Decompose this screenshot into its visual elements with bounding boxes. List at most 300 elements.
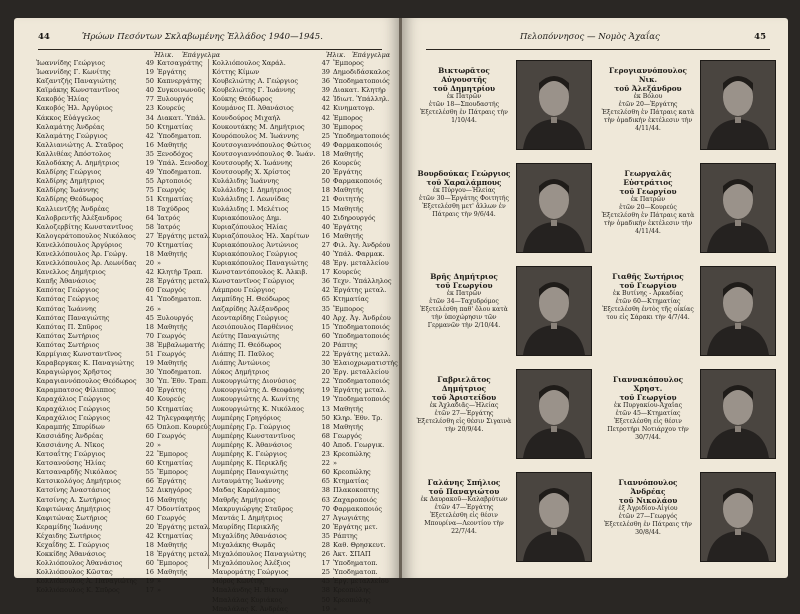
person-name: Καλαμάτης Γεώργιος	[36, 131, 108, 140]
person-name: Κουμάνος Π. Ἀθανάσιος	[212, 104, 294, 113]
list-item	[212, 550, 381, 559]
person-age: 39	[321, 68, 330, 77]
person-occupation: Διακατ. Κλητήρ	[333, 86, 386, 95]
person-age: 18	[321, 149, 330, 158]
list-item	[212, 295, 381, 304]
names-column-1	[36, 59, 212, 596]
person-age: 19	[145, 159, 154, 168]
person-age: 13	[321, 404, 330, 413]
person-age: 18	[145, 204, 154, 213]
person-age: 40	[321, 313, 330, 322]
list-item	[36, 168, 205, 177]
person-occupation: Μαθητής	[333, 149, 364, 158]
person-name: Λεύτης Παναγιώτης	[212, 331, 280, 340]
person-name: Κυριακόπουλος Παναγιώτης	[212, 259, 309, 268]
memorial-entry	[416, 264, 594, 360]
person-age: 20	[321, 340, 330, 349]
person-name: Καραχάλιος Γεώργιος	[36, 395, 111, 404]
list-item	[212, 414, 381, 423]
person-age: 20	[145, 440, 154, 449]
person-age: 15	[321, 204, 330, 213]
age-occupation: ἐτῶν 20—Ἐργάτης	[618, 101, 678, 108]
list-item	[212, 468, 381, 477]
entry-text	[600, 66, 696, 133]
person-name: Λιάπης Π. Θεόδωρος	[212, 340, 282, 349]
person-age: 18	[321, 422, 330, 431]
person-age: 22	[321, 350, 330, 358]
person-name: Λυμπέρης Κωνσταντῖνος	[212, 431, 296, 440]
person-name: Καπότας Γεώργιος	[36, 295, 100, 304]
person-occupation: Κτηματίας	[157, 240, 193, 249]
list-item	[212, 305, 381, 314]
person-name: Καραμπής Σπυρίδων	[36, 422, 105, 431]
person-age: 42	[145, 268, 154, 277]
list-item	[212, 195, 381, 204]
person-name: Λυμπέρης Κ. Γεώργιος	[212, 450, 287, 459]
person-name: Κυλάλιδης Ἰωάννης	[212, 177, 279, 186]
person-occupation: Ξυλουργός	[157, 313, 194, 322]
origin: ἐκ Πυργακίου-Ἀχαΐας	[613, 402, 683, 409]
person-name: Κατσίνης Α. Σωτήριος	[36, 495, 111, 504]
person-age: 77	[145, 95, 154, 104]
person-occupation: Κτηματίας	[157, 195, 193, 204]
person-occupation: Γεωργός	[157, 286, 186, 295]
person-age: 17	[321, 559, 330, 568]
person-occupation: Γεωργός	[333, 431, 362, 440]
person-age: 42	[145, 531, 154, 540]
list-item	[36, 359, 205, 368]
column-header-occupation-2: Ἐπάγγελμα	[352, 51, 391, 59]
person-age: 18	[145, 322, 154, 331]
person-name: Καλλιθέας Ἀπόστολος	[36, 149, 111, 158]
person-occupation: Τεχν. Ὑπάλληλος	[333, 277, 392, 286]
origin: ἐκ Πατρῶν	[446, 93, 482, 100]
list-item	[212, 568, 381, 577]
list-item	[212, 368, 389, 377]
age-occupation: ἐτῶν 30—Ἐργάτης Φοιτητής	[419, 195, 509, 202]
person-name: Κουτσογιαννόπουλος Φ. Ἰωάν.	[212, 149, 316, 158]
person-occupation: Ζαχαροποιός	[333, 495, 377, 504]
person-age: 26	[321, 159, 330, 168]
person-occupation: Ἐργάτης μεταλ.	[157, 277, 211, 286]
person-age: 26	[321, 550, 330, 559]
person-age: 25	[321, 568, 330, 577]
person-occupation: Ἐργάτης μεταλ.	[157, 522, 211, 531]
origin: ἐκ Βυτίνης - Ἀρκαδίας	[612, 290, 684, 297]
memorial-entry	[600, 264, 778, 360]
person-name: Κασσιάνης Α. Νῖκος	[36, 440, 105, 449]
person-name: Ἰωαννίδης Γεώργιος	[36, 59, 106, 67]
person-age: 40	[145, 86, 154, 95]
person-occupation: Μαθητής	[157, 495, 188, 504]
person-age: 58	[145, 222, 154, 231]
person-age: 65	[321, 295, 330, 304]
person-name: Μαθρῆς Δημήτριος	[212, 495, 276, 504]
person-name: Λυμπέρης Παναγιώτης	[212, 468, 289, 477]
person-occupation: Ὑποδηματοπ.	[157, 168, 202, 177]
person-age: 38	[321, 586, 330, 595]
list-item	[36, 414, 205, 423]
list-item	[36, 150, 205, 159]
person-occupation: Ἐμπορος	[333, 113, 363, 122]
person-age: 34	[145, 113, 154, 122]
person-name: Κοκκίδης Ἀθανάσιος	[36, 550, 106, 559]
person-name: Γιαννακόπουλος Χρηστ.	[612, 375, 684, 393]
list-item	[36, 95, 205, 104]
person-age: 30	[321, 359, 330, 368]
origin: ἐκ Βόλου	[633, 93, 663, 100]
person-age: 27	[145, 231, 154, 240]
person-occupation: Ὑποδηματοπ.	[157, 368, 202, 377]
person-occupation: Κουρεύς	[333, 159, 361, 168]
person-age: 50	[145, 77, 154, 86]
person-age: 60	[145, 431, 154, 440]
list-item	[212, 559, 381, 568]
list-item	[212, 141, 381, 150]
person-occupation: Σιδηρουργός	[333, 213, 376, 222]
person-age: 28	[145, 277, 154, 286]
person-occupation: Ράπτης	[333, 531, 358, 540]
memorial-entry	[416, 470, 594, 566]
list-item	[212, 322, 390, 332]
origin: ἐξ Ἀγριδίου-Αἰγίου	[618, 505, 678, 512]
list-item	[36, 350, 205, 359]
person-occupation: Κινηματογρ.	[333, 104, 375, 113]
person-name: Καζαντζής Παναγιώτης	[36, 77, 117, 86]
person-age: 16	[145, 495, 154, 504]
person-occupation: Ἐργάτης μεταλ.	[157, 231, 211, 240]
person-name: Γερογιαννόπουλος Νικ.	[609, 66, 687, 84]
person-occupation: Κρεοπώλης	[333, 468, 371, 477]
list-item	[212, 377, 390, 386]
person-name: Γιαννόπουλος Ἀνδρέας	[618, 478, 678, 496]
person-age: 45	[321, 577, 330, 586]
list-item	[212, 450, 381, 459]
person-occupation: Ὑποδηματοπ.	[157, 295, 202, 304]
person-age: 39	[321, 86, 330, 95]
person-occupation: Ἀρχ. Ἀγ. Ἀνδρέου	[333, 313, 391, 322]
portrait-photo	[700, 369, 776, 459]
person-age: 36	[321, 77, 330, 86]
list-item	[212, 131, 390, 141]
person-name: Κατσανούσης Ἠλίας	[36, 459, 106, 468]
person-occupation: Ἔμπορος	[157, 468, 188, 477]
memorial-entry	[416, 161, 594, 257]
list-item	[36, 377, 209, 386]
person-occupation: Μαθητής	[333, 186, 364, 195]
person-occupation: Μαθητής	[157, 359, 188, 368]
person-name: Κυριακόπουλος Γεώργιος	[212, 249, 298, 258]
list-item	[212, 505, 381, 514]
person-name: Καραμπατσος Φίλιππος	[36, 386, 116, 395]
person-age: 30	[145, 368, 154, 377]
person-occupation: Κρεοπώλης	[333, 595, 371, 604]
person-age: 22	[145, 450, 154, 459]
person-age: 52	[145, 486, 154, 495]
person-age: 49	[321, 140, 330, 149]
person-name: Κανελλος Δημήτριος	[36, 268, 106, 277]
person-occupation: Ὑπάλ. Φαρμακ.	[333, 249, 385, 258]
person-occupation: Φαρμακοποιός	[333, 140, 383, 149]
person-name: Κανελλόπουλος Ἀργύριος	[36, 240, 123, 249]
list-item	[212, 159, 381, 168]
father-name: τοῦ Χαραλάμπους	[426, 178, 502, 187]
list-item	[36, 68, 205, 77]
person-occupation: Ἐργ. μεταλλείου	[333, 577, 389, 586]
person-occupation: »	[157, 304, 162, 313]
list-item	[36, 123, 205, 132]
person-name: Ἰωαννίδης Γ. Κωνίτης	[36, 68, 111, 77]
person-name: Καραγιαννόπουλος Θεόδωρος	[36, 377, 137, 386]
portrait-photo	[516, 60, 592, 150]
person-name: Κωνσταντῖνος Γεώργιος	[212, 277, 295, 286]
father-name: τοῦ Δημητρίου	[432, 84, 496, 93]
person-age: 50	[321, 177, 330, 186]
entry-text	[600, 169, 696, 236]
person-occupation: Ταχύδρος	[157, 204, 190, 213]
list-item	[36, 541, 205, 550]
portrait-photo	[700, 266, 776, 356]
person-occupation: Ὑπάλ. Ξενοδοχ.	[157, 159, 210, 168]
person-occupation: Ἔμπορος	[157, 450, 188, 459]
column-divider	[208, 59, 209, 569]
father-name: τοῦ Παναγιώτου	[428, 487, 500, 496]
person-name: Κακοβός Ἠλ. Ἀργύριος	[36, 104, 113, 113]
person-age: 60	[145, 513, 154, 522]
list-item	[36, 268, 205, 277]
list-item	[36, 496, 205, 505]
person-occupation: Κρεοπώλης	[333, 450, 371, 459]
person-occupation: Ἰατρός	[157, 222, 181, 231]
person-age: 38	[321, 486, 330, 495]
right-header	[426, 32, 770, 48]
list-item	[36, 314, 205, 323]
person-age: 20	[321, 168, 330, 177]
list-item	[36, 323, 205, 332]
person-occupation: Κουρεύς	[157, 104, 185, 113]
origin: ἐκ Πατρῶν	[446, 290, 482, 297]
person-occupation: Ἐργάτης μεταλ.	[333, 386, 387, 395]
person-name: Λαμπίδης Η. Θεόδωρος	[212, 295, 290, 304]
list-item	[212, 432, 381, 441]
person-occupation: Φοιτητής	[333, 195, 364, 204]
person-name: Κουτσουρῆς Χ. Χρίστος	[212, 168, 291, 177]
list-item	[36, 505, 205, 514]
person-age: 65	[145, 422, 154, 431]
person-name: Κουνδούρος Μιχαήλ	[212, 113, 281, 122]
person-occupation: Μαθητής	[157, 568, 188, 577]
list-item	[212, 350, 391, 359]
person-name: Κανελλόπουλος Ἀρ. Λεωνίδας	[36, 259, 137, 268]
list-item	[212, 59, 381, 68]
list-item	[212, 95, 390, 104]
list-item	[36, 522, 211, 532]
column-header-occupation: Ἐπάγγελμα	[182, 51, 221, 59]
person-name: Καραβεργκας Κ. Παναγιώτης	[36, 359, 135, 368]
person-name: Βουρδούκας Γεώργιος	[417, 169, 511, 178]
person-name: Λάμπρου Γεώργιος	[212, 286, 276, 295]
person-name: Μιχαλόπουλος Παναγιώτης	[212, 550, 307, 559]
list-item	[36, 559, 205, 568]
person-name: Μιχαλίδης Ἀθανάσιος	[212, 531, 287, 540]
person-name: Μπαλάνδης Η. Βίκτωρ	[212, 586, 289, 595]
person-occupation: Ἀκτ. ΣΠΑΠ	[333, 550, 371, 559]
person-age: 55	[145, 177, 154, 186]
person-age: 38	[145, 340, 154, 349]
person-age: 22	[321, 459, 330, 468]
person-name: Μαντάς Ι. Δημήτριος	[212, 513, 283, 522]
list-item	[36, 277, 211, 286]
person-name: Λυκουργιώτης Δ. Θεοφάνης	[212, 386, 305, 395]
entry-text	[416, 272, 512, 330]
list-item	[36, 450, 205, 459]
list-item	[36, 577, 205, 586]
person-age: 42	[321, 286, 330, 295]
age-occupation: ἐτῶν 27—Γεωργός	[618, 513, 678, 520]
person-occupation: Φαρμακοποιός	[333, 504, 383, 513]
person-name: Κανελλόπουλος Ἀρ. Γεώργ.	[36, 249, 128, 258]
person-name: Καραχάλιος Γεώργιος	[36, 413, 111, 422]
list-item	[36, 86, 205, 95]
person-name: Καφιτώνας Σωτήριος	[36, 513, 108, 522]
header-rule	[38, 49, 382, 50]
list-item	[212, 249, 385, 259]
entry-text	[416, 169, 512, 219]
list-item	[36, 514, 205, 523]
person-occupation: Ἔμπορος	[333, 59, 364, 67]
fate: Ἐξετελέσθη ἐν Πάτραις κατὰ τὴν ὁμαδικὴν ἐκτέλεσιν τὴν 4/11/44.	[601, 212, 695, 235]
person-occupation: Κτηματίας	[157, 459, 193, 468]
person-name: Λυμπέρης Γρηγόριος	[212, 413, 281, 422]
person-name: Καπότας Ἰωάννης	[36, 304, 97, 313]
person-age: 50	[321, 413, 330, 422]
person-occupation: Καπνεργάτης	[157, 77, 202, 86]
person-name: Λυταυμάτης Ἰωάννης	[212, 477, 284, 486]
person-age: 42	[145, 413, 154, 422]
page-title: Πελοπόννησος — Νομὸς Ἀχαΐας	[520, 32, 660, 42]
person-name: Κωνσταντόπουλος Κ. Ἀλκιβ.	[212, 268, 308, 277]
person-occupation: Δικηγόρος	[157, 486, 192, 495]
list-item	[36, 77, 205, 86]
list-item	[212, 341, 381, 350]
person-occupation: Δημοδιδάσκαλος	[333, 68, 390, 77]
person-age: 75	[145, 186, 154, 195]
list-item	[36, 405, 205, 414]
left-header	[38, 32, 382, 48]
origin: ἐκ Ἀχλαδιᾶς—Ἠλείας	[429, 402, 499, 409]
person-occupation: Μαθητής	[157, 540, 188, 549]
person-age: 50	[321, 595, 330, 604]
person-occupation: Μαθητής	[333, 231, 364, 240]
person-occupation: Ἐργάτης μετ.	[333, 522, 378, 531]
list-item	[212, 331, 390, 341]
person-age: 25	[321, 131, 330, 140]
person-name: Καπότας Σωτήριος	[36, 331, 100, 340]
person-age: 48	[321, 259, 330, 268]
person-name: Καπότας Π. Σπῦρος	[36, 322, 103, 331]
list-item	[36, 386, 205, 395]
memorial-entry	[416, 58, 594, 154]
page-number: 45	[754, 32, 766, 42]
person-name: Κουβελιώτης Α. Γεώργιος	[212, 77, 299, 86]
list-item	[36, 231, 211, 241]
person-age: 70	[321, 504, 330, 513]
person-name: Καλδίρης Γεώργιος	[36, 168, 102, 177]
list-item	[212, 232, 381, 241]
memorial-entry	[416, 367, 594, 463]
person-age: 27	[321, 240, 330, 249]
person-occupation: Ὑποδηματοποιός	[333, 377, 390, 386]
person-occupation: Ἐμβαλωματής	[157, 340, 205, 349]
person-occupation: Κτηματίας	[157, 404, 193, 413]
person-occupation: Ὑπ. Ἐθν. Τραπ.	[157, 377, 209, 386]
person-name: Κυριαζόπουλος Ἠλίας	[212, 222, 288, 231]
person-age: 18	[145, 249, 154, 258]
list-item	[36, 250, 205, 259]
person-occupation: Διακατ. Ὑπάλ.	[157, 113, 206, 122]
person-name: Καφιτώνας Δημήτριος	[36, 504, 111, 513]
person-occupation: Μαθητής	[333, 404, 364, 413]
person-occupation: Γεωργός	[157, 350, 186, 358]
list-item	[212, 596, 381, 605]
person-occupation: Ὑποδηματοποιός	[333, 395, 390, 404]
person-age: 64	[145, 213, 154, 222]
list-item	[36, 132, 205, 141]
person-name: Κόττης Κίμων	[212, 68, 260, 77]
list-item	[212, 168, 381, 177]
person-age: 60	[321, 468, 330, 477]
list-item	[36, 177, 205, 186]
person-name: Λύκος Δημήτριος	[212, 368, 270, 377]
father-name: τοῦ Ἀριστείδου	[431, 393, 497, 402]
list-item	[212, 313, 391, 323]
person-occupation: Ἐργάτης	[333, 168, 363, 177]
person-occupation: Μαθητής	[157, 322, 188, 331]
age-occupation: ἐτῶν 27—Ἐργάτης	[434, 410, 494, 417]
person-name: Καλοδάκης Α. Δημήτριος	[36, 159, 120, 168]
list-item	[212, 395, 390, 404]
person-occupation: Μαθητής	[157, 249, 188, 258]
fate: Ἐξετελέσθη εἰς θέσιν Μπουρίνα—Λεοντίου τὴν 22/7/44.	[424, 512, 504, 535]
list-item	[212, 123, 381, 132]
fate: Ἐξετελέσθη παθ' ὅλου κατὰ τὴν ὑποχώρησιν τῶν Γερμανῶν τὴν 2/10/44.	[420, 306, 508, 329]
person-age: 15	[321, 322, 330, 331]
person-name: Λυκουργιώτης Α. Κωνίτης	[212, 395, 300, 404]
person-name: Γαλάνης Σπήλιος	[427, 478, 501, 487]
portrait-photo	[516, 472, 592, 562]
list-item	[36, 141, 205, 150]
list-item	[212, 586, 381, 595]
entry-text	[416, 66, 512, 125]
person-occupation: Κτηματίας	[333, 295, 369, 304]
portrait-photo	[516, 266, 592, 356]
person-age: 20	[321, 522, 330, 531]
entry-text	[600, 478, 696, 537]
person-occupation: »	[333, 604, 338, 613]
person-age: 18	[145, 550, 154, 559]
father-name: τοῦ Ἀλεξάνδρου	[614, 84, 682, 93]
person-name: Κατσίνης Ἀναστάσιος	[36, 486, 111, 495]
list-item	[36, 223, 205, 232]
list-item	[36, 195, 205, 204]
list-item	[212, 104, 381, 113]
origin: ἐκ Πατρῶν	[630, 196, 666, 203]
person-occupation: Ἰδιωτ. Ὑπάλληλ.	[333, 95, 390, 104]
person-age: 18	[145, 540, 154, 549]
list-item	[36, 305, 205, 314]
person-occupation: Ἐργ. μεταλλείου	[333, 368, 389, 377]
person-name: Καλλιανιώτης Α. Σταῦρος	[36, 140, 124, 149]
